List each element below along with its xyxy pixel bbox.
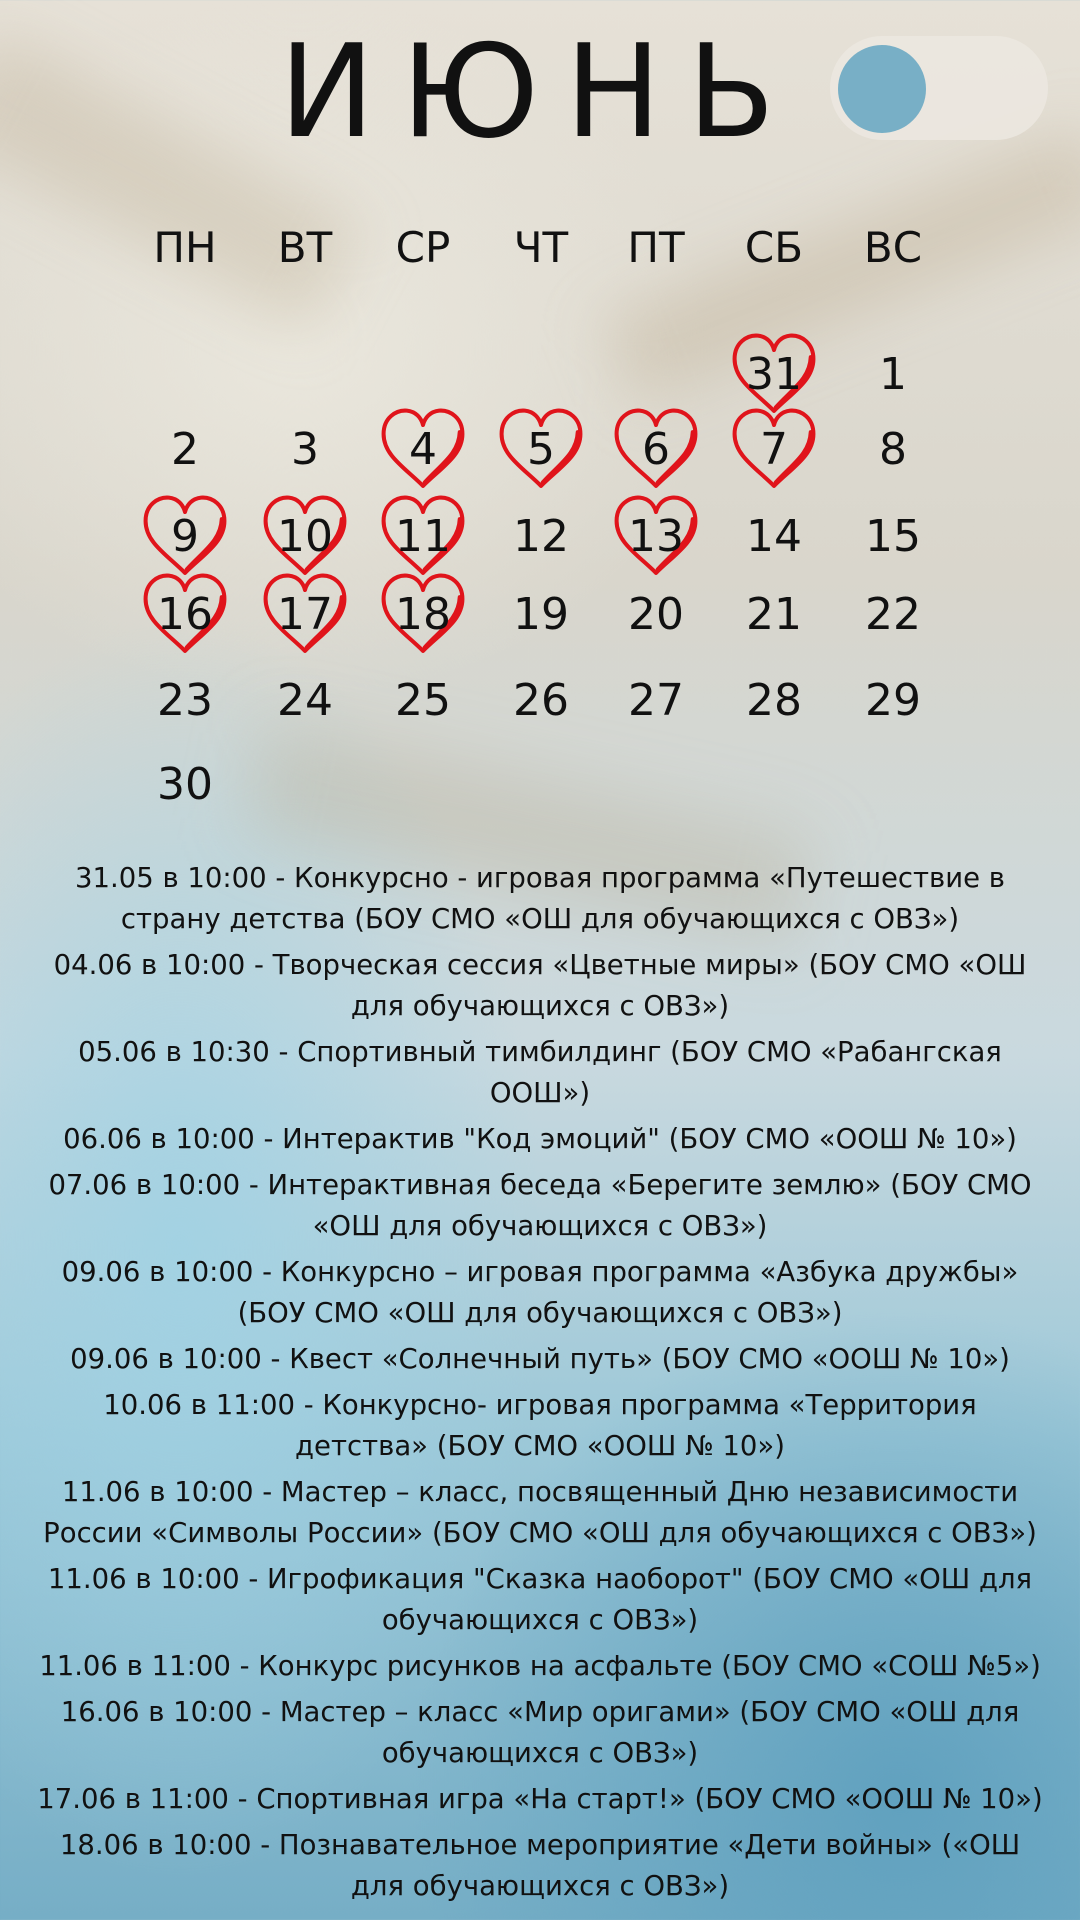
day-number: 21 [746,589,802,640]
weekday-label: СР [395,223,451,272]
event-item: 04.06 в 10:00 - Творческая сессия «Цветные миры» (БОУ СМО «ОШ для обучающихся с ОВЗ») [53,949,1027,1022]
day-number: 9 [171,511,199,562]
calendar-day [250,509,360,565]
day-number: 8 [879,424,907,475]
calendar-day [719,347,829,403]
weekday-label: ПН [153,223,217,272]
calendar-day [838,347,948,403]
calendar-day [486,422,596,478]
day-number: 30 [157,759,213,810]
day-number: 6 [642,424,670,475]
weekday-label: ВТ [277,223,333,272]
day-number: 10 [277,511,333,562]
calendar-day [838,673,948,729]
day-number: 29 [865,675,921,726]
calendar-day [130,587,240,643]
event-item: 11.06 в 11:00 - Конкурс рисунков на асфальте (БОУ СМО «СОШ №5») [39,1650,1041,1682]
calendar-day [486,509,596,565]
calendar-day [250,673,360,729]
day-number: 11 [395,511,451,562]
weekday-label: ЧТ [513,223,569,272]
weekday-label: ВС [863,223,923,272]
day-number: 2 [171,424,199,475]
event-item: 16.06 в 10:00 - Мастер – класс «Мир оригами» (БОУ СМО «ОШ для обучающихся с ОВЗ») [60,1696,1020,1769]
calendar-day [486,587,596,643]
month-title: ИЮНЬ [279,18,801,167]
day-number: 13 [628,511,684,562]
calendar-day [838,587,948,643]
event-item: 09.06 в 10:00 - Конкурсно – игровая программа «Азбука дружбы» (БОУ СМО «ОШ для обучающихся с ОВЗ») [61,1256,1019,1329]
day-number: 16 [157,589,213,640]
weekday-label: ПТ [627,223,685,272]
event-item: 18.06 в 10:00 - Познавательное мероприятие «Дети войны» («ОШ для обучающихся с ОВЗ») [59,1829,1021,1902]
day-number: 3 [291,424,319,475]
day-number: 26 [513,675,569,726]
calendar-day [250,422,360,478]
day-number: 20 [628,589,684,640]
events-list [36,858,1044,1912]
calendar-day [250,587,360,643]
calendar-day [486,673,596,729]
event-item: 10.06 в 11:00 - Конкурсно- игровая программа «Территория детства» (БОУ СМО «ООШ № 10») [103,1389,977,1462]
day-number: 18 [395,589,451,640]
day-number: 24 [277,675,333,726]
calendar-day [719,422,829,478]
calendar-day [719,673,829,729]
day-number: 12 [513,511,569,562]
toggle-knob[interactable] [838,45,926,133]
day-number: 23 [157,675,213,726]
day-number: 4 [409,424,437,475]
calendar-day [838,509,948,565]
day-number: 17 [277,589,333,640]
calendar-day [601,587,711,643]
day-number: 22 [865,589,921,640]
event-item: 09.06 в 10:00 - Квест «Солнечный путь» (БОУ СМО «ООШ № 10») [70,1343,1010,1375]
event-item: 17.06 в 11:00 - Спортивная игра «На старт!» (БОУ СМО «ООШ № 10») [37,1783,1043,1815]
calendar-day [130,673,240,729]
event-item: 06.06 в 10:00 - Интерактив "Код эмоций" (БОУ СМО «ООШ № 10») [63,1123,1017,1155]
day-number: 28 [746,675,802,726]
calendar-day [130,757,240,813]
event-item: 07.06 в 10:00 - Интерактивная беседа «Берегите землю» (БОУ СМО «ОШ для обучающихся с ОВЗ») [48,1169,1032,1242]
day-number: 5 [527,424,555,475]
calendar-day [719,587,829,643]
calendar-day [368,422,478,478]
calendar-day [601,673,711,729]
calendar-day [838,422,948,478]
day-number: 19 [513,589,569,640]
day-number: 31 [746,349,802,400]
day-number: 1 [879,349,907,400]
day-number: 7 [760,424,788,475]
day-number: 15 [865,511,921,562]
calendar-day [368,673,478,729]
calendar-day [719,509,829,565]
calendar-day [601,509,711,565]
event-item: 11.06 в 10:00 - Мастер – класс, посвященный Дню независимости России «Символы России» (БОУ СМО «ОШ для обучающихся с ОВЗ») [43,1476,1037,1549]
calendar-day [368,587,478,643]
calendar-day [130,509,240,565]
day-number: 25 [395,675,451,726]
weekday-label: СБ [744,223,804,272]
day-number: 27 [628,675,684,726]
day-number: 14 [746,511,802,562]
calendar-day [130,422,240,478]
event-item: 11.06 в 10:00 - Игрофикация "Сказка наоборот" (БОУ СМО «ОШ для обучающихся с ОВЗ») [47,1563,1033,1636]
calendar-day [368,509,478,565]
event-item: 31.05 в 10:00 - Конкурсно - игровая программа «Путешествие в страну детства (БОУ СМО «ОШ для обучающихся с ОВЗ») [74,862,1005,935]
calendar-day [601,422,711,478]
event-item: 05.06 в 10:30 - Спортивный тимбилдинг (БОУ СМО «Рабангская ООШ») [78,1036,1002,1109]
